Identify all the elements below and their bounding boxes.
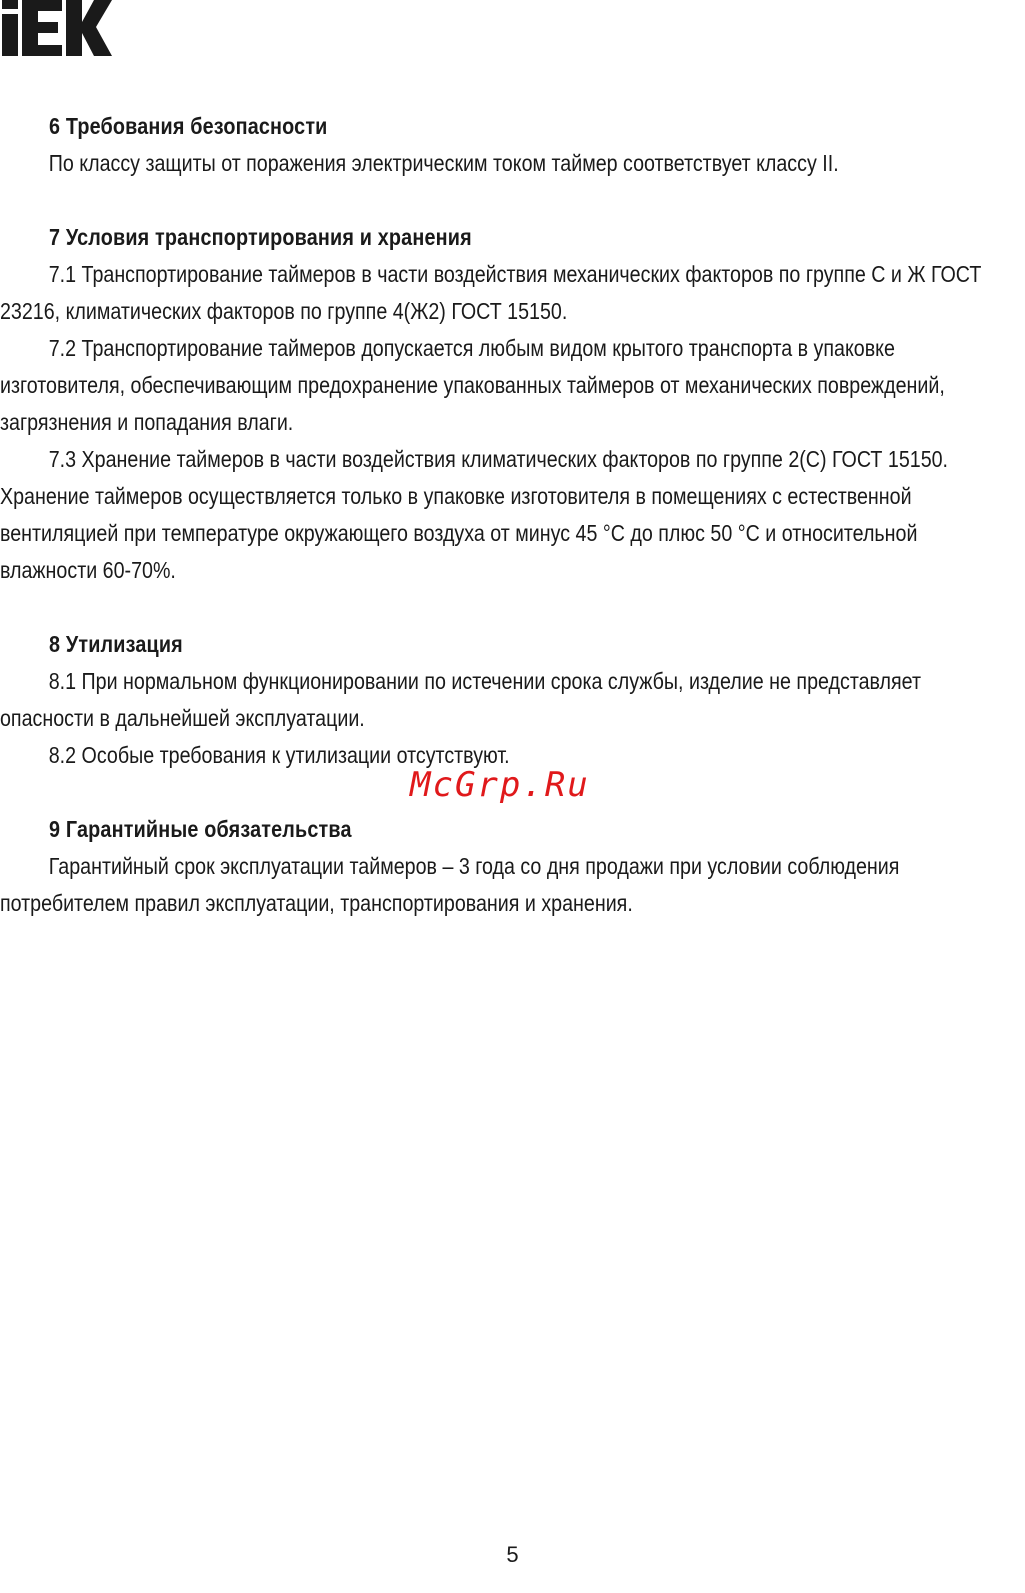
page-number: 5 bbox=[506, 1542, 519, 1567]
section-9-heading: 9 Гарантийные обязательства bbox=[49, 816, 352, 842]
section-6-paragraph-1: По классу защиты от поражения электрическим током таймер соответствует классу II. bbox=[48, 150, 839, 176]
section-7-heading: 7 Условия транспортирования и хранения bbox=[49, 224, 472, 250]
section-7-paragraph-3: 7.3 Хранение таймеров в части воздействия климатических факторов по группе 2(С) ГОСТ 15150. Хранение таймеров осуществляется только в упаковке изготовителя в помещениях с естественной вентиляцией при температуре окружающего воздуха от минус 45 °С до плюс 50 °С и относительной влажности 60-70%. bbox=[0, 446, 949, 583]
section-6-heading: 6 Требования безопасности bbox=[49, 113, 328, 139]
section-8-heading: 8 Утилизация bbox=[49, 631, 183, 657]
watermark: McGrp.Ru bbox=[410, 765, 590, 805]
section-7-paragraph-2: 7.2 Транспортирование таймеров допускается любым видом крытого транспорта в упаковке изготовителя, обеспечивающим предохранение упакованных таймеров от механических повреждений, загрязнения и попадания влаги. bbox=[0, 335, 945, 435]
section-8-paragraph-1: 8.1 При нормальном функционировании по истечении срока службы, изделие не представляет опасности в дальнейшей эксплуатации. bbox=[0, 668, 921, 731]
section-9-paragraph-1: Гарантийный срок эксплуатации таймеров – 3 года со дня продажи при условии соблюдения потребителем правил эксплуатации, транспортирования и хранения. bbox=[0, 853, 900, 916]
iek-logo bbox=[0, 0, 112, 58]
section-7-paragraph-1: 7.1 Транспортирование таймеров в части воздействия механических факторов по группе С и Ж ГОСТ 23216, климатических факторов по группе 4(Ж2) ГОСТ 15150. bbox=[0, 261, 982, 324]
section-8-paragraph-2: 8.2 Особые требования к утилизации отсутствуют. bbox=[48, 742, 510, 768]
